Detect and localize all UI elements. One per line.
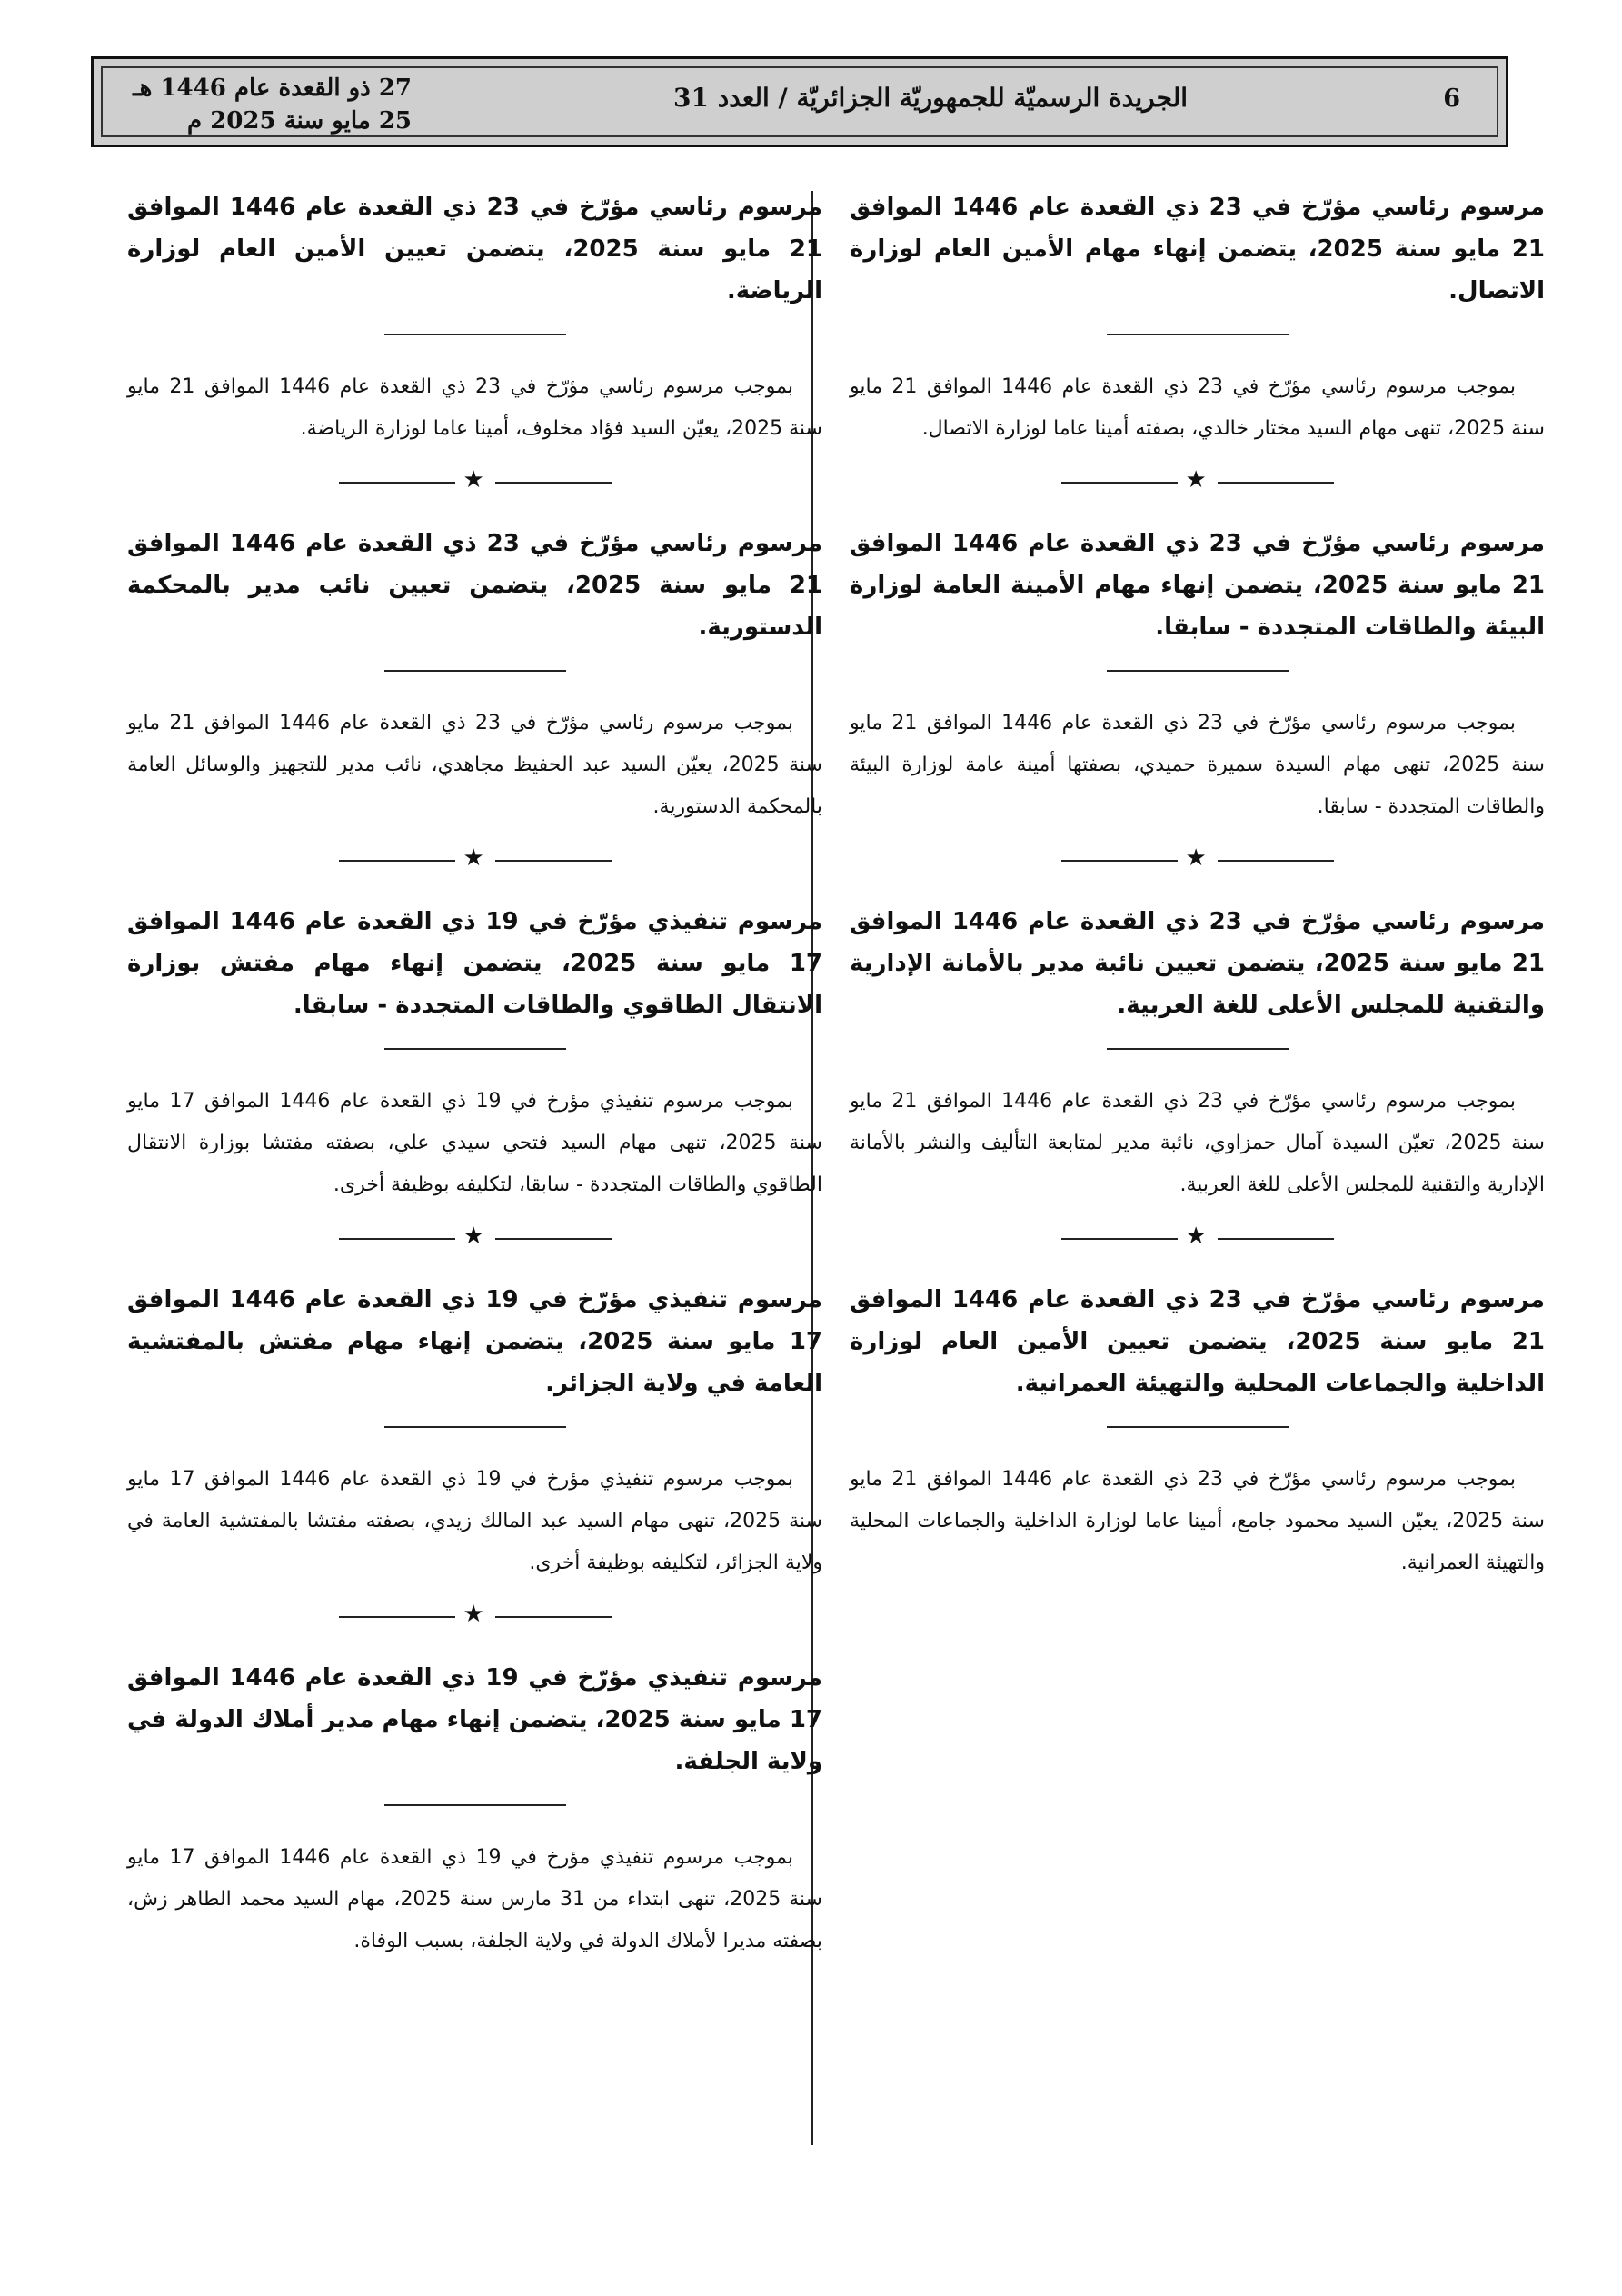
decree-entry xyxy=(850,901,1545,1206)
decree-body: بموجب مرسوم رئاسي مؤرّخ في 23 ذي القعدة عام 1446 الموافق 21 مايو سنة 2025، يعيّن السيد عبد الحفيظ مجاهدي، نائب مدير للتجهيز والوسائل العامة بالمحكمة الدستورية. xyxy=(127,712,822,818)
decree-title: مرسوم رئاسي مؤرّخ في 23 ذي القعدة عام 1446 الموافق 21 مايو سنة 2025، يتضمن إنهاء مهام الأمين العام لوزارة الاتصال. xyxy=(850,194,1546,304)
star-separator xyxy=(1061,1223,1334,1252)
star-icon: ★ xyxy=(1185,1223,1207,1250)
date-hijri: 27 ذو القعدة عام 1446 هـ xyxy=(133,75,412,102)
star-separator xyxy=(339,1223,612,1252)
star-icon: ★ xyxy=(463,1601,484,1628)
title-rule xyxy=(384,1804,566,1806)
title-rule xyxy=(1107,1426,1289,1428)
decree-title: مرسوم تنفيذي مؤرّخ في 19 ذي القعدة عام 1446 الموافق 17 مايو سنة 2025، يتضمن إنهاء مهام مفتش بوزارة الانتقال الطاقوي والطاقات المتجددة - سابقا. xyxy=(127,908,822,1019)
title-rule xyxy=(384,670,566,672)
decree-entry xyxy=(127,186,822,450)
star-separator xyxy=(339,466,612,495)
gazette-title: الجريدة الرسميّة للجمهوريّة الجزائريّة / العدد 31 xyxy=(673,83,1188,113)
decree-body: بموجب مرسوم رئاسي مؤرّخ في 23 ذي القعدة عام 1446 الموافق 21 مايو سنة 2025، تعيّن السيدة آمال حمزاوي، نائبة مدير لمتابعة التأليف والنشر بالأمانة الإدارية والتقنية للمجلس الأعلى للغة العربية. xyxy=(850,1090,1545,1196)
header-inner-frame xyxy=(101,66,1498,137)
decree-entry xyxy=(850,1279,1545,1584)
title-rule xyxy=(384,334,566,335)
date-gregorian: 25 مايو سنة 2025 م xyxy=(187,107,412,135)
page-number: 6 xyxy=(1443,85,1460,113)
decree-body: بموجب مرسوم تنفيذي مؤرخ في 19 ذي القعدة عام 1446 الموافق 17 مايو سنة 2025، تنهى ابتداء من 31 مارس سنة 2025، مهام السيد محمد الطاهر زش، بصفته مديرا لأملاك الدولة في ولاية الجلفة، بسبب الوفاة. xyxy=(127,1846,822,1952)
decree-body: بموجب مرسوم رئاسي مؤرّخ في 23 ذي القعدة عام 1446 الموافق 21 مايو سنة 2025، يعيّن السيد فؤاد مخلوف، أمينا عاما لوزارة الرياضة. xyxy=(127,375,822,440)
issue-dates xyxy=(121,72,412,137)
decree-title: مرسوم رئاسي مؤرّخ في 23 ذي القعدة عام 1446 الموافق 21 مايو سنة 2025، يتضمن تعيين نائب مدير بالمحكمة الدستورية. xyxy=(127,530,822,641)
decree-title: مرسوم رئاسي مؤرّخ في 23 ذي القعدة عام 1446 الموافق 21 مايو سنة 2025، يتضمن إنهاء مهام الأمينة العامة لوزارة البيئة والطاقات المتجددة - سابقا. xyxy=(850,530,1545,641)
star-separator xyxy=(1061,844,1334,873)
decree-body: بموجب مرسوم تنفيذي مؤرخ في 19 ذي القعدة عام 1446 الموافق 17 مايو سنة 2025، تنهى مهام السيد عبد المالك زيدي، بصفته مفتشا بالمفتشية العامة في ولاية الجزائر، لتكليفه بوظيفة أخرى. xyxy=(127,1468,822,1574)
title-rule xyxy=(1107,1048,1289,1050)
decree-title: مرسوم رئاسي مؤرّخ في 23 ذي القعدة عام 1446 الموافق 21 مايو سنة 2025، يتضمن تعيين الأمين العام لوزارة الرياضة. xyxy=(127,194,822,304)
star-icon: ★ xyxy=(463,844,484,872)
decree-title: مرسوم تنفيذي مؤرّخ في 19 ذي القعدة عام 1446 الموافق 17 مايو سنة 2025، يتضمن إنهاء مهام مفتش بالمفتشية العامة في ولاية الجزائر. xyxy=(127,1286,822,1397)
star-separator xyxy=(339,1601,612,1630)
star-icon: ★ xyxy=(1185,844,1207,872)
gazette-header xyxy=(91,56,1508,147)
decree-entry xyxy=(127,901,822,1206)
star-icon: ★ xyxy=(1185,466,1207,494)
title-rule xyxy=(1107,670,1289,672)
decree-entry xyxy=(127,523,822,828)
star-icon: ★ xyxy=(463,466,484,494)
decree-entry xyxy=(850,523,1545,828)
star-separator xyxy=(339,844,612,873)
decree-title: مرسوم تنفيذي مؤرّخ في 19 ذي القعدة عام 1446 الموافق 17 مايو سنة 2025، يتضمن إنهاء مهام مدير أملاك الدولة في ولاية الجلفة. xyxy=(127,1664,823,1775)
decree-entry xyxy=(127,1657,822,1962)
star-icon: ★ xyxy=(463,1223,484,1250)
decree-entry xyxy=(850,186,1545,450)
star-separator xyxy=(1061,466,1334,495)
decree-body: بموجب مرسوم رئاسي مؤرّخ في 23 ذي القعدة عام 1446 الموافق 21 مايو سنة 2025، تنهى مهام السيد مختار خالدي، بصفته أمينا عاما لوزارة الاتصال. xyxy=(850,375,1545,440)
decree-body: بموجب مرسوم تنفيذي مؤرخ في 19 ذي القعدة عام 1446 الموافق 17 مايو سنة 2025، تنهى مهام السيد فتحي سيدي علي، بصفته مفتشا بوزارة الانتقال الطاقوي والطاقات المتجددة - سابقا، لتكليفه بوظيفة أخرى. xyxy=(127,1090,822,1196)
decree-title: مرسوم رئاسي مؤرّخ في 23 ذي القعدة عام 1446 الموافق 21 مايو سنة 2025، يتضمن تعيين نائبة مدير بالأمانة الإدارية والتقنية للمجلس الأعلى للغة العربية. xyxy=(850,908,1545,1019)
title-rule xyxy=(1107,334,1289,335)
title-rule xyxy=(384,1426,566,1428)
decree-body: بموجب مرسوم رئاسي مؤرّخ في 23 ذي القعدة عام 1446 الموافق 21 مايو سنة 2025، يعيّن السيد محمود جامع، أمينا عاما لوزارة الداخلية والجماعات المحلية والتهيئة العمرانية. xyxy=(850,1468,1545,1574)
decree-body: بموجب مرسوم رئاسي مؤرّخ في 23 ذي القعدة عام 1446 الموافق 21 مايو سنة 2025، تنهى مهام السيدة سميرة حميدي، بصفتها أمينة عامة لوزارة البيئة والطاقات المتجددة - سابقا. xyxy=(850,712,1545,818)
title-rule xyxy=(384,1048,566,1050)
decree-entry xyxy=(127,1279,822,1584)
decree-title: مرسوم رئاسي مؤرّخ في 23 ذي القعدة عام 1446 الموافق 21 مايو سنة 2025، يتضمن تعيين الأمين العام لوزارة الداخلية والجماعات المحلية والتهيئة العمرانية. xyxy=(850,1286,1545,1397)
left-column xyxy=(127,186,822,1972)
right-column xyxy=(850,186,1545,1593)
